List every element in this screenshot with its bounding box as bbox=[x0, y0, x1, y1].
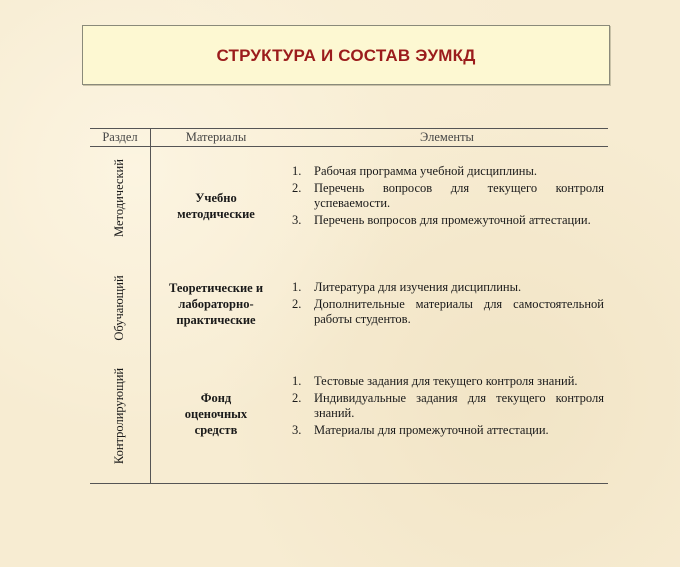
list-item: 1. Тестовые задания для текущего контроля знаний. bbox=[292, 374, 578, 388]
section-label-teaching: Обучающий bbox=[112, 275, 126, 341]
list-item: 1. Литература для изучения дисциплины. bbox=[292, 280, 522, 294]
material-line: средств bbox=[194, 423, 238, 437]
header-materials: Материалы bbox=[185, 130, 247, 144]
material-line: лабораторно- bbox=[178, 297, 254, 311]
material-line: Теоретические и bbox=[168, 281, 264, 295]
structure-table bbox=[90, 128, 608, 484]
material-control bbox=[151, 390, 281, 438]
header-elements: Элементы bbox=[420, 130, 474, 144]
material-line: Учебно bbox=[195, 191, 237, 205]
material-line: оценочных bbox=[184, 407, 248, 421]
title-box bbox=[82, 25, 610, 85]
material-methodical bbox=[151, 190, 281, 222]
slide-title: СТРУКТУРА И СОСТАВ ЭУМКД bbox=[216, 46, 476, 65]
section-label-methodical: Методический bbox=[112, 159, 126, 237]
elements-control bbox=[290, 374, 604, 440]
section-label-control: Контролирующий bbox=[112, 367, 126, 465]
table-bottom-rule bbox=[90, 483, 608, 484]
material-line: методические bbox=[177, 207, 255, 221]
list-item: 2. Дополнительные материалы для самостоятельной работы студентов. bbox=[292, 297, 604, 326]
header-section: Раздел bbox=[102, 130, 138, 144]
elements-methodical bbox=[290, 164, 604, 230]
header-bottom-rule bbox=[90, 146, 608, 147]
material-teaching bbox=[151, 280, 281, 328]
list-item: 2. Перечень вопросов для текущего контроля успеваемости. bbox=[292, 181, 604, 210]
elements-teaching bbox=[290, 280, 604, 329]
list-item: 2. Индивидуальные задания для текущего контроля знаний. bbox=[292, 391, 604, 420]
list-item: 1. Рабочая программа учебной дисциплины. bbox=[292, 164, 538, 178]
list-item: 3. Материалы для промежуточной аттестации. bbox=[292, 423, 549, 437]
material-line: Фонд bbox=[200, 391, 232, 405]
list-item: 3. Перечень вопросов для промежуточной аттестации. bbox=[292, 213, 591, 227]
material-line: практические bbox=[176, 313, 256, 327]
